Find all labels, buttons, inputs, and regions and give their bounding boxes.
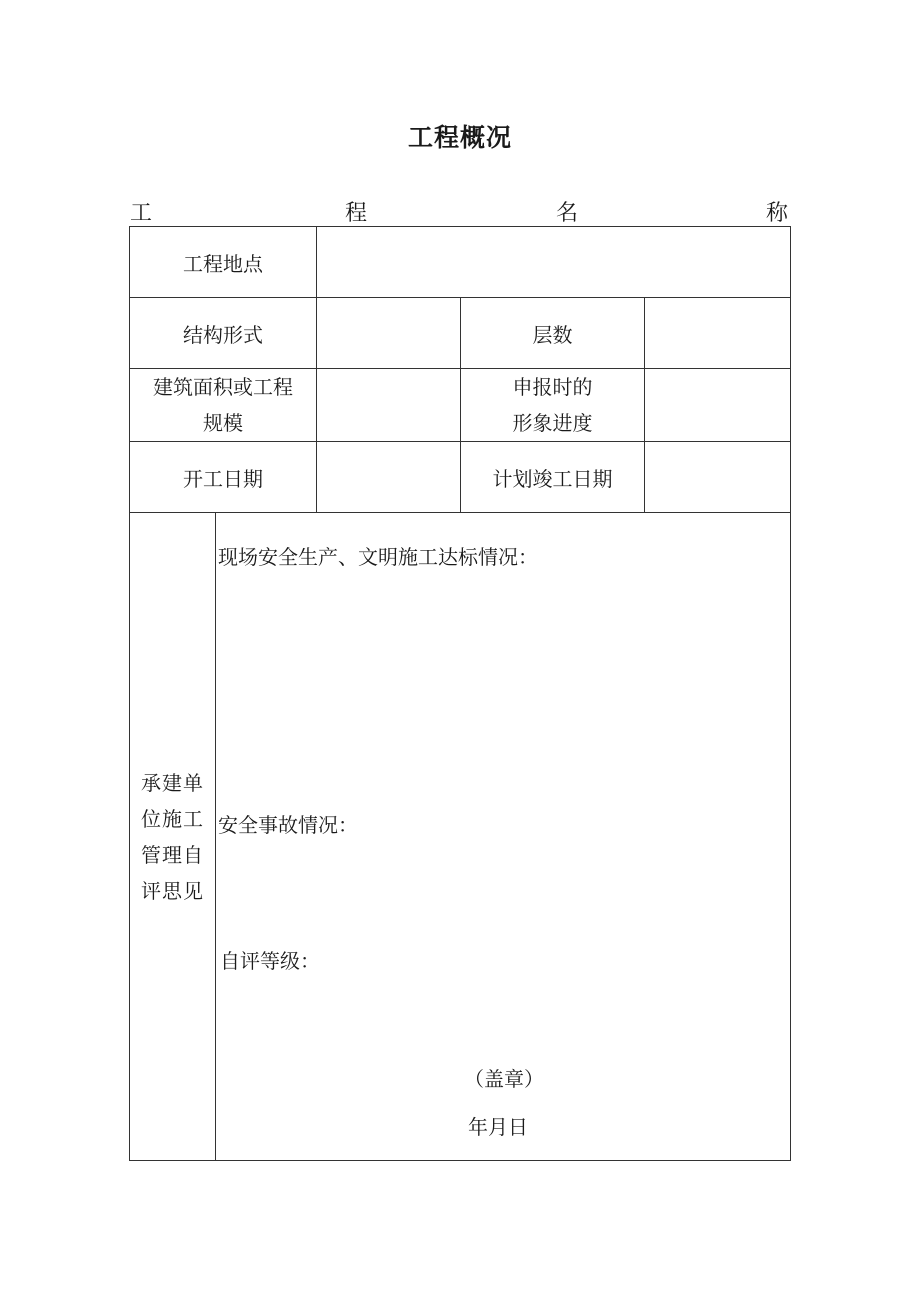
side-label-line-4: 评思见 xyxy=(141,878,204,903)
completion-date-field[interactable] xyxy=(645,442,791,513)
progress-label-line-2: 形象进度 xyxy=(512,411,593,435)
area-field[interactable] xyxy=(317,369,461,442)
floors-field[interactable] xyxy=(645,298,791,369)
area-label xyxy=(130,369,317,442)
page-title: 工程概况 xyxy=(407,123,512,152)
progress-label xyxy=(461,369,645,442)
area-label-line-2: 规模 xyxy=(203,411,243,435)
self-evaluation-field[interactable] xyxy=(216,513,791,1161)
location-label: 工程地点 xyxy=(130,227,317,298)
seal-label: （盖章） xyxy=(464,1067,544,1091)
structure-label: 结构形式 xyxy=(130,298,317,369)
project-overview-table xyxy=(129,226,791,1161)
name-char-1: 工 xyxy=(130,201,153,226)
location-field[interactable] xyxy=(317,227,791,298)
start-date-field[interactable] xyxy=(317,442,461,513)
floors-label: 层数 xyxy=(461,298,645,369)
location-row xyxy=(130,227,791,298)
name-char-2: 程 xyxy=(345,201,368,226)
progress-field[interactable] xyxy=(645,369,791,442)
structure-row xyxy=(130,298,791,369)
side-label-line-1: 承建单 xyxy=(141,770,204,795)
date-label: 年月日 xyxy=(468,1115,528,1139)
side-label-line-2: 位施工 xyxy=(141,806,204,831)
project-name-row xyxy=(130,196,790,226)
dates-row xyxy=(130,442,791,513)
accident-label: 安全事故情况： xyxy=(218,813,358,837)
side-label-line-3: 管理自 xyxy=(141,842,204,867)
self-evaluation-content xyxy=(216,513,790,1159)
area-label-line-1: 建筑面积或工程 xyxy=(153,375,293,399)
name-char-4: 称 xyxy=(766,201,789,226)
site-safety-label: 现场安全生产、文明施工达标情况： xyxy=(218,545,538,569)
evaluation-row xyxy=(130,513,791,1161)
self-evaluation-label xyxy=(130,513,216,1161)
progress-label-line-1: 申报时的 xyxy=(512,375,593,399)
structure-field[interactable] xyxy=(317,298,461,369)
completion-date-label: 计划竣工日期 xyxy=(461,442,645,513)
grade-label: 自评等级： xyxy=(220,949,320,973)
area-row xyxy=(130,369,791,442)
start-date-label: 开工日期 xyxy=(130,442,317,513)
name-char-3: 名 xyxy=(556,201,579,226)
